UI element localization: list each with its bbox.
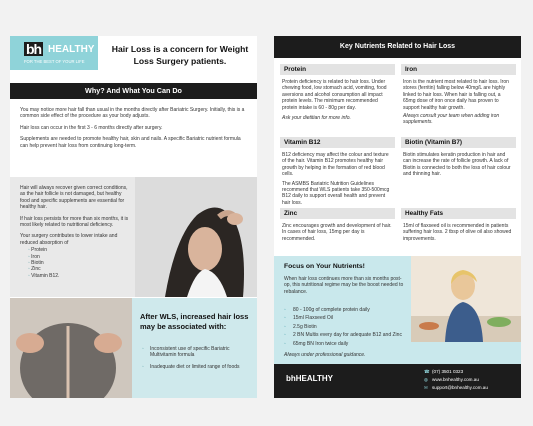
list-item: ◦ 2 BN Multis every day for adequate B12 and Zinc (284, 332, 404, 338)
list-item: ◦ Vitamin B12. (28, 273, 132, 279)
scalp-photo (10, 298, 132, 398)
nutrient-card-protein (280, 64, 395, 121)
intro-paragraph: Supplements are needed to promote healthy hair, skin and nails. A specific Bariatric nutrient formula can help prevent hair loss from continuing long-term. (20, 136, 241, 149)
contact-phone[interactable]: (07) 3501 0323 (432, 369, 464, 374)
logo-mark: bh (26, 41, 42, 57)
list-item: ◦ Inadequate diet or limited range of foods (142, 364, 250, 370)
hero-title: Hair Loss is a concern for Weight Loss Surgery patients. (111, 44, 249, 66)
nutrient-card-iron (401, 64, 516, 126)
contact-list (424, 368, 488, 392)
nutrient-heading: Biotin (Vitamin B7) (401, 137, 516, 148)
focus-panel (274, 256, 521, 398)
woman-cooking-photo (411, 256, 521, 342)
nutrient-card-zinc (280, 208, 395, 242)
guidance-note: Always under professional guidance. (284, 352, 366, 358)
logo-name: HEALTHY (48, 44, 95, 55)
list-item: ◦ 2.5g Biotin (284, 324, 404, 330)
list-item: ◦ 65mg BN Iron twice daily (284, 341, 404, 347)
mail-icon: ✉ (424, 385, 428, 390)
phone-icon: ☎ (424, 369, 430, 374)
woman-hair-photo (135, 177, 257, 297)
contact-email[interactable]: support@bnhealthy.com.au (432, 385, 488, 390)
list-item: ◦ Iron (28, 254, 132, 260)
nutrient-heading: Iron (401, 64, 516, 75)
logo-tagline: FOR THE BEST OF YOUR LIFE (24, 59, 85, 64)
nutrient-card-biotin (401, 137, 516, 178)
nutrient-text: Iron is the nutrient most related to hair loss. Iron stores (ferritin) falling below 40mg/L are highly linked to hair loss. When hair is falling out, a 65mg dose of iron once daily has proven to support healthy hair growth. (403, 79, 509, 111)
intro-text (20, 107, 248, 154)
globe-icon: ◍ (424, 377, 429, 382)
focus-list (284, 307, 404, 349)
list-item: ◦ 15ml Flaxseed Oil (284, 315, 404, 321)
list-item: ◦ Zinc (28, 266, 132, 272)
wls-title: After WLS, increased hair loss may be associated with: (140, 312, 249, 331)
info-paragraph: If hair loss persists for more than six months, it is most likely related to nutritional deficiency. (20, 215, 129, 229)
nutrient-text: The ASMBS Bariatric Nutrition Guidelines recommend that WLS patients take 350-500mcg B12 daily to support overall health and prevent hair loss. (282, 180, 390, 206)
nutrient-heading: Zinc (280, 208, 395, 219)
nutrient-card-b12 (280, 137, 395, 206)
nutrient-text: 15ml of flaxseed oil is recommended in patients suffering hair loss. 2 tbsp of olive oil also showed improvements. (403, 223, 512, 242)
intro-paragraph: Hair loss can occur in the first 3 - 6 months directly after surgery. (20, 124, 163, 131)
nutrient-heading: Protein (280, 64, 395, 75)
list-item: ◦ Protein (28, 247, 132, 253)
footer-logo: bhHEALTHY (286, 374, 333, 383)
footer-bar (274, 364, 521, 398)
nutrient-text: Protein deficiency is related to hair loss. Under chewing food, low stomach acid, vomiting, food aversions and alcohol consumption all impact protein levels. The minimum recommended protein intake is 60 - 80g per day. (282, 79, 387, 111)
section-title-bar: Why? And What You Can Do (10, 83, 257, 99)
intro-paragraph: You may notice more hair fall than usual in the months directly after Bariatric Surgery. Initially, this is a common side effect of the procedure as your body adjusts. (20, 107, 245, 120)
right-page (274, 36, 521, 398)
nutrient-card-fats (401, 208, 516, 242)
focus-title: Focus on Your Nutrients! (284, 263, 365, 270)
list-item: ◦ Biotin (28, 260, 132, 266)
contact-website[interactable]: www.bnhealthy.com.au (432, 377, 479, 382)
teal-wls-panel (10, 298, 257, 398)
focus-description: When hair loss continues more than six months post-op, this nutritional regime may be the boost needed to rebalance. (284, 276, 404, 295)
nutrient-heading: Vitamin B12 (280, 137, 395, 148)
deficiency-list (28, 247, 132, 279)
nutrient-text: Zinc encourages growth and development of hair. In cases of hair loss, 15mg per day is recommended. (282, 223, 392, 242)
brand-logo-block (10, 36, 98, 70)
info-paragraph: Your surgery contributes to lower intake and reduced absorption of (20, 233, 118, 246)
nutrient-text: B12 deficiency may affect the colour and texture of the hair. Vitamin B12 promotes healthy hair growth by helping in the formation of red blood cells. (282, 152, 389, 178)
nutrient-note: Always consult your team when adding iron supplements. (403, 113, 500, 126)
grey-info-panel (10, 177, 257, 297)
nutrient-note: Ask your dietitian for more info. (282, 115, 351, 122)
nutrients-title-bar: Key Nutrients Related to Hair Loss (274, 36, 521, 58)
list-item: ◦ Inconsistent use of specific Bariatric Multivitamin formula (142, 346, 250, 359)
list-item: ◦ 80 - 100g of complete protein daily (284, 307, 404, 313)
nutrient-heading: Healthy Fats (401, 208, 516, 219)
info-paragraph: Hair will always recover given correct conditions, as the hair follicle is not damaged, but healthy food and specific supplements are essential for healthy hair. (20, 185, 128, 211)
wls-cause-list (142, 346, 250, 375)
grey-text (20, 185, 132, 279)
left-page (10, 36, 257, 398)
nutrient-text: Biotin stimulates keratin production in hair and can increase the rate of follicle growth. A lack of Biotin is connected to both the loss of hair colour and thinning hair. (403, 152, 511, 178)
